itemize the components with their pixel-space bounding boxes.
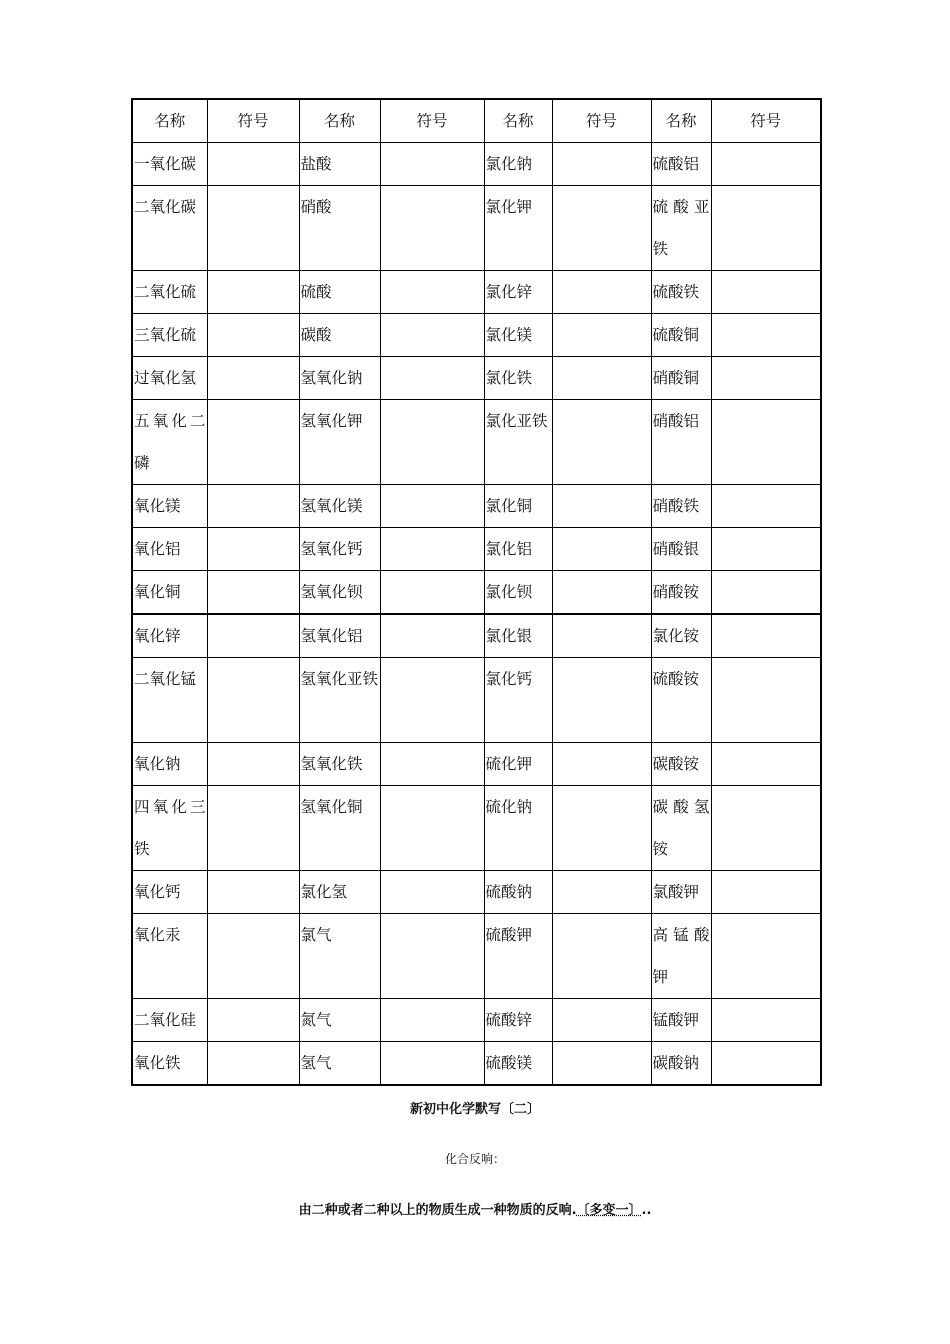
header-symbol-3: 符号 [552, 99, 651, 143]
header-name-1: 名称 [132, 99, 207, 143]
table-row [132, 658, 821, 743]
symbol-input-cell[interactable] [552, 357, 651, 400]
symbol-input-cell[interactable] [207, 999, 299, 1042]
header-symbol-2: 符号 [380, 99, 484, 143]
compound-name-cell: 氧化钙 [132, 871, 207, 914]
symbol-input-cell[interactable] [380, 571, 484, 615]
symbol-input-cell[interactable] [552, 871, 651, 914]
compound-name-cell: 硝酸铜 [651, 357, 711, 400]
symbol-input-cell[interactable] [380, 786, 484, 871]
definition-text: 由二种或者二种以上的物质生成一种物质的反响 [298, 1203, 572, 1218]
compound-name-cell: 氮气 [299, 999, 380, 1042]
symbol-input-cell[interactable] [380, 528, 484, 571]
symbol-input-cell[interactable] [380, 186, 484, 271]
symbol-input-cell[interactable] [207, 743, 299, 786]
compound-name-cell: 氢氧化铁 [299, 743, 380, 786]
compound-name-cell: 硫酸 [299, 271, 380, 314]
compound-name-cell: 氯酸钾 [651, 871, 711, 914]
definition-dot: . [571, 1203, 577, 1218]
symbol-input-cell[interactable] [380, 999, 484, 1042]
compound-name-cell: 氯化铵 [651, 614, 711, 658]
symbol-input-cell[interactable] [380, 314, 484, 357]
symbol-input-cell[interactable] [711, 400, 821, 485]
symbol-input-cell[interactable] [380, 614, 484, 658]
compound-name-cell: 碳酸 [299, 314, 380, 357]
compound-name-cell: 硫化钠 [484, 786, 552, 871]
table-header-row [132, 99, 821, 143]
symbol-input-cell[interactable] [552, 571, 651, 615]
table-row [132, 314, 821, 357]
table-row [132, 571, 821, 615]
table-row [132, 271, 821, 314]
symbol-input-cell[interactable] [711, 528, 821, 571]
symbol-input-cell[interactable] [207, 186, 299, 271]
definition-line [0, 1199, 950, 1218]
compound-name-cell: 硫酸铜 [651, 314, 711, 357]
compound-name-cell: 氯化亚铁 [484, 400, 552, 485]
symbol-input-cell[interactable] [380, 743, 484, 786]
definition-dots: .. [641, 1203, 652, 1218]
symbol-input-cell[interactable] [711, 914, 821, 999]
compound-name-cell: 氢氧化铝 [299, 614, 380, 658]
symbol-input-cell[interactable] [207, 658, 299, 743]
symbol-input-cell[interactable] [711, 999, 821, 1042]
symbol-input-cell[interactable] [552, 400, 651, 485]
compound-name-cell: 过氧化氢 [132, 357, 207, 400]
symbol-input-cell[interactable] [380, 658, 484, 743]
table-row [132, 743, 821, 786]
symbol-input-cell[interactable] [207, 271, 299, 314]
compound-name-cell: 氯化钾 [484, 186, 552, 271]
compound-name-cell: 碳酸氢铵 [651, 786, 711, 871]
compound-name-cell: 硝酸铝 [651, 400, 711, 485]
symbol-input-cell[interactable] [711, 271, 821, 314]
header-name-2: 名称 [299, 99, 380, 143]
header-symbol-1: 符号 [207, 99, 299, 143]
compound-name-cell: 二氧化硅 [132, 999, 207, 1042]
symbol-input-cell[interactable] [207, 614, 299, 658]
compound-name-cell: 氯化钙 [484, 658, 552, 743]
compound-name-cell: 氧化镁 [132, 485, 207, 528]
compound-name-cell: 碳酸钠 [651, 1042, 711, 1086]
header-name-4: 名称 [651, 99, 711, 143]
symbol-input-cell[interactable] [380, 357, 484, 400]
compound-name-cell: 五氧化二磷 [132, 400, 207, 485]
compound-table [131, 98, 822, 1086]
symbol-input-cell[interactable] [711, 186, 821, 271]
symbol-input-cell[interactable] [552, 786, 651, 871]
symbol-input-cell[interactable] [207, 528, 299, 571]
table-row [132, 1042, 821, 1086]
symbol-input-cell[interactable] [711, 614, 821, 658]
compound-name-cell: 氯气 [299, 914, 380, 999]
symbol-input-cell[interactable] [207, 400, 299, 485]
symbol-input-cell[interactable] [711, 571, 821, 615]
table-row [132, 786, 821, 871]
symbol-input-cell[interactable] [552, 314, 651, 357]
symbol-input-cell[interactable] [552, 485, 651, 528]
symbol-input-cell[interactable] [207, 871, 299, 914]
symbol-input-cell[interactable] [207, 143, 299, 186]
section-label: 化合反响： [444, 1152, 505, 1166]
compound-name-cell: 氧化铝 [132, 528, 207, 571]
symbol-input-cell[interactable] [380, 400, 484, 485]
compound-name-cell: 氯化氢 [299, 871, 380, 914]
compound-name-cell: 硫酸锌 [484, 999, 552, 1042]
symbol-input-cell[interactable] [380, 914, 484, 999]
compound-name-cell: 硝酸银 [651, 528, 711, 571]
table-row [132, 871, 821, 914]
compound-name-cell: 氯化铜 [484, 485, 552, 528]
compound-name-cell: 锰酸钾 [651, 999, 711, 1042]
symbol-input-cell[interactable] [380, 871, 484, 914]
compound-name-cell: 硫酸铵 [651, 658, 711, 743]
header-name-3: 名称 [484, 99, 552, 143]
symbol-input-cell[interactable] [552, 143, 651, 186]
compound-name-cell: 氢氧化钾 [299, 400, 380, 485]
compound-name-cell: 氢气 [299, 1042, 380, 1086]
compound-name-cell: 氯化银 [484, 614, 552, 658]
symbol-input-cell[interactable] [711, 743, 821, 786]
compound-name-cell: 碳酸铵 [651, 743, 711, 786]
symbol-input-cell[interactable] [711, 143, 821, 186]
header-symbol-4: 符号 [711, 99, 821, 143]
symbol-input-cell[interactable] [207, 314, 299, 357]
compound-name-cell: 三氧化硫 [132, 314, 207, 357]
symbol-input-cell[interactable] [711, 314, 821, 357]
compound-name-cell: 硝酸铁 [651, 485, 711, 528]
symbol-input-cell[interactable] [380, 271, 484, 314]
compound-name-cell: 硫酸亚铁 [651, 186, 711, 271]
symbol-input-cell[interactable] [207, 357, 299, 400]
compound-name-cell: 四氧化三铁 [132, 786, 207, 871]
symbol-input-cell[interactable] [207, 786, 299, 871]
compound-name-cell: 氯化钡 [484, 571, 552, 615]
compound-name-cell: 氧化铜 [132, 571, 207, 615]
table-row [132, 186, 821, 271]
compound-name-cell: 氢氧化钡 [299, 571, 380, 615]
symbol-input-cell[interactable] [207, 914, 299, 999]
symbol-input-cell[interactable] [711, 485, 821, 528]
symbol-input-cell[interactable] [207, 571, 299, 615]
compound-name-cell: 氢氧化钠 [299, 357, 380, 400]
compound-name-cell: 氯化钠 [484, 143, 552, 186]
compound-name-cell: 硫化钾 [484, 743, 552, 786]
compound-name-cell: 氯化镁 [484, 314, 552, 357]
table-row [132, 143, 821, 186]
compound-name-cell: 氢氧化亚铁 [299, 658, 380, 743]
definition-paren: 〔多变一〕 [576, 1203, 642, 1218]
compound-name-cell: 硫酸镁 [484, 1042, 552, 1086]
symbol-input-cell[interactable] [552, 914, 651, 999]
symbol-input-cell[interactable] [552, 614, 651, 658]
table-row [132, 357, 821, 400]
compound-name-cell: 氧化钠 [132, 743, 207, 786]
compound-name-cell: 氯化铝 [484, 528, 552, 571]
symbol-input-cell[interactable] [552, 658, 651, 743]
compound-name-cell: 氯化锌 [484, 271, 552, 314]
symbol-input-cell[interactable] [552, 999, 651, 1042]
table-row [132, 528, 821, 571]
symbol-input-cell[interactable] [711, 1042, 821, 1086]
symbol-input-cell[interactable] [552, 186, 651, 271]
table-row [132, 485, 821, 528]
compound-name-cell: 硫酸铝 [651, 143, 711, 186]
symbol-input-cell[interactable] [552, 1042, 651, 1086]
compound-name-cell: 硫酸钠 [484, 871, 552, 914]
symbol-input-cell[interactable] [711, 786, 821, 871]
symbol-input-cell[interactable] [380, 143, 484, 186]
compound-name-cell: 二氧化碳 [132, 186, 207, 271]
compound-name-cell: 氢氧化镁 [299, 485, 380, 528]
symbol-input-cell[interactable] [552, 271, 651, 314]
compound-name-cell: 氯化铁 [484, 357, 552, 400]
table-row [132, 614, 821, 658]
compound-name-cell: 氢氧化钙 [299, 528, 380, 571]
symbol-input-cell[interactable] [711, 357, 821, 400]
symbol-input-cell[interactable] [207, 1042, 299, 1086]
compound-name-cell: 二氧化锰 [132, 658, 207, 743]
symbol-input-cell[interactable] [207, 485, 299, 528]
symbol-input-cell[interactable] [711, 871, 821, 914]
compound-name-cell: 氧化铁 [132, 1042, 207, 1086]
symbol-input-cell[interactable] [711, 658, 821, 743]
symbol-input-cell[interactable] [380, 1042, 484, 1086]
compound-name-cell: 氢氧化铜 [299, 786, 380, 871]
symbol-input-cell[interactable] [552, 743, 651, 786]
table-row [132, 999, 821, 1042]
compound-name-cell: 盐酸 [299, 143, 380, 186]
compound-name-cell: 硫酸铁 [651, 271, 711, 314]
compound-name-cell: 硫酸钾 [484, 914, 552, 999]
symbol-input-cell[interactable] [380, 485, 484, 528]
page-title: 新初中化学默写〔二〕 [409, 1102, 540, 1117]
compound-name-cell: 氧化汞 [132, 914, 207, 999]
table-row [132, 914, 821, 999]
table-row [132, 400, 821, 485]
compound-name-cell: 硝酸铵 [651, 571, 711, 615]
compound-name-cell: 一氧化碳 [132, 143, 207, 186]
compound-name-cell: 氧化锌 [132, 614, 207, 658]
compound-name-cell: 硝酸 [299, 186, 380, 271]
compound-name-cell: 高锰酸钾 [651, 914, 711, 999]
symbol-input-cell[interactable] [552, 528, 651, 571]
compound-name-cell: 二氧化硫 [132, 271, 207, 314]
